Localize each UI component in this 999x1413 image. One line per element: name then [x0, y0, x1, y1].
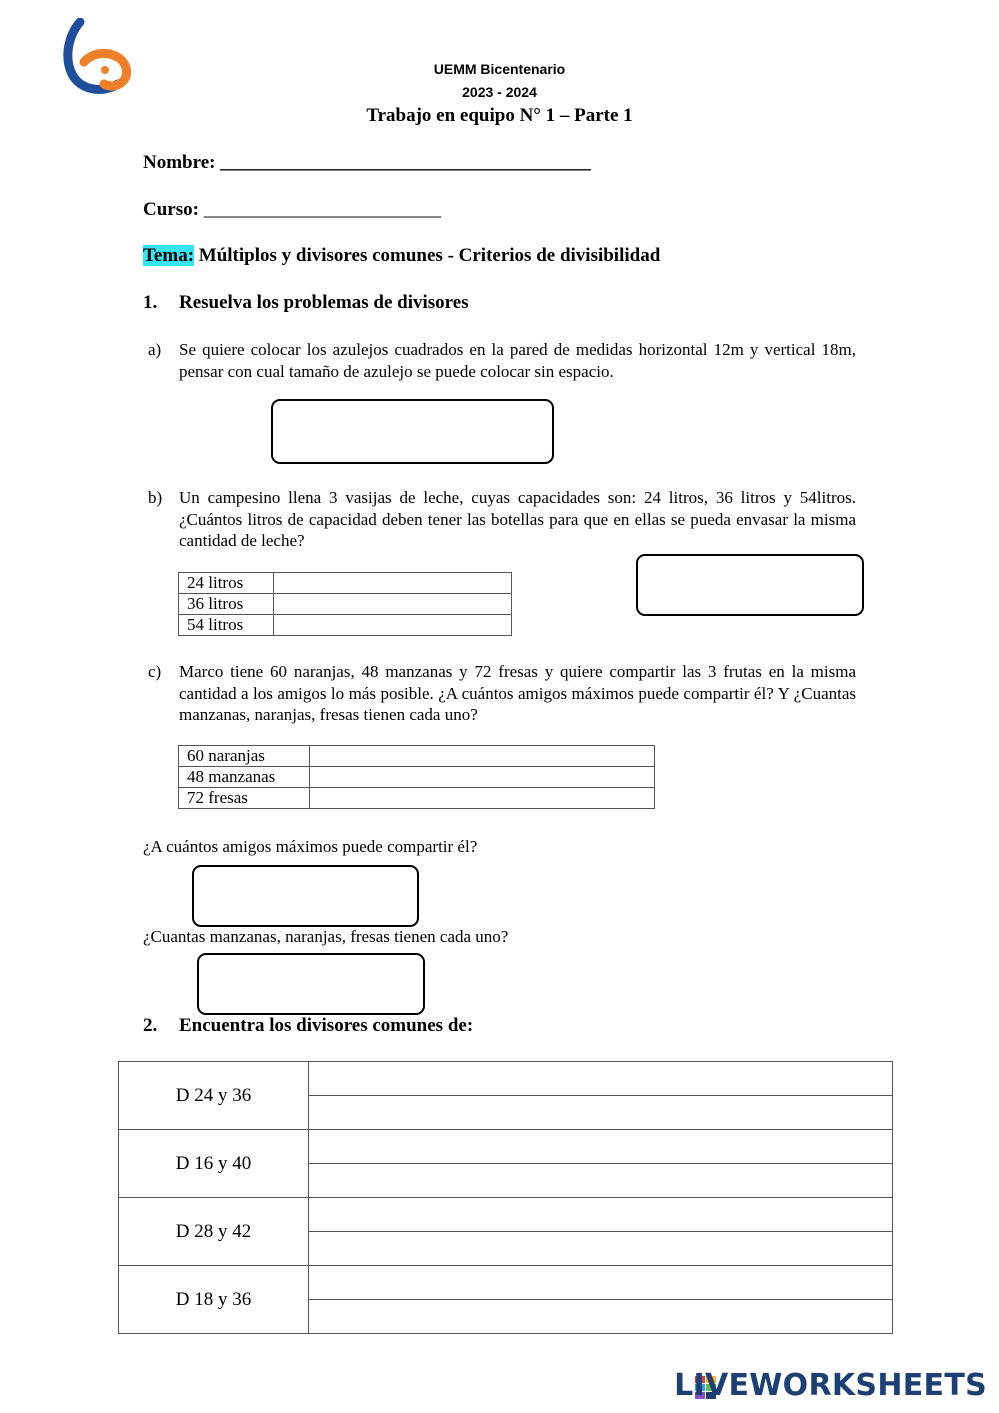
table-cell-answer[interactable]	[310, 767, 655, 788]
curso-row	[143, 199, 441, 221]
table-cell-answer[interactable]	[274, 573, 512, 594]
question-c-sub2: ¿Cuantas manzanas, naranjas, fresas tienen cada uno?	[143, 927, 509, 946]
school-name: UEMM Bicentenario	[433, 61, 566, 77]
table-cell-label: 36 litros	[179, 594, 274, 615]
divisors-table	[118, 1061, 893, 1334]
table-cell-answer[interactable]	[310, 788, 655, 809]
divisor-label: D 28 y 42	[119, 1198, 309, 1266]
divisor-label: D 16 y 40	[119, 1130, 309, 1198]
nombre-label: Nombre:	[143, 152, 216, 173]
table-row	[179, 573, 512, 594]
table-cell-label: 72 fresas	[179, 788, 310, 809]
milk-table	[178, 572, 512, 636]
question-a-letter: a)	[148, 340, 162, 359]
table-row	[179, 788, 655, 809]
question-b-letter: b)	[148, 488, 163, 507]
divisor-answer-line[interactable]	[309, 1130, 893, 1164]
tema-row	[143, 245, 660, 267]
curso-field[interactable]: _________________________	[203, 199, 442, 220]
liveworksheets-brand[interactable]: LIVEWORKSHEETS	[674, 1368, 987, 1403]
tema-label: Tema:	[143, 245, 195, 266]
divisor-label: D 18 y 36	[119, 1266, 309, 1334]
table-cell-label: 60 naranjas	[179, 746, 310, 767]
table-cell-answer[interactable]	[274, 615, 512, 636]
nombre-field[interactable]: _______________________________________	[220, 152, 591, 173]
question-b-text: Un campesino llena 3 vasijas de leche, cuyas capacidades son: 24 litros, 36 litros y 54litros. ¿Cuántos litros de capacidad deben tener las botellas para que en ellas se pueda envasar la misma cantidad de leche?	[179, 488, 856, 550]
section1-number: 1.	[143, 292, 158, 313]
divisor-answer-line[interactable]	[309, 1232, 893, 1266]
answer-box-a[interactable]	[271, 399, 554, 464]
divisor-answer-line[interactable]	[309, 1096, 893, 1130]
table-row	[179, 767, 655, 788]
divisor-answer-line[interactable]	[309, 1300, 893, 1334]
table-row	[179, 594, 512, 615]
table-row	[119, 1266, 893, 1300]
nombre-row	[143, 152, 591, 174]
tema-text: Múltiplos y divisores comunes - Criterios de divisibilidad	[198, 245, 661, 266]
answer-box-b[interactable]	[636, 554, 864, 616]
divisor-label: D 24 y 36	[119, 1062, 309, 1130]
table-row	[179, 615, 512, 636]
table-cell-label: 48 manzanas	[179, 767, 310, 788]
divisor-answer-line[interactable]	[309, 1266, 893, 1300]
section2-number: 2.	[143, 1015, 158, 1036]
page-title: Trabajo en equipo N° 1 – Parte 1	[366, 105, 633, 126]
question-c-text: Marco tiene 60 naranjas, 48 manzanas y 72 fresas y quiere compartir las 3 frutas en la misma cantidad a los amigos lo más posible. ¿A cuántos amigos máximos puede compartir él? Y ¿Cuantas manzanas, naranjas, fresas tienen cada uno?	[179, 662, 856, 724]
table-row	[119, 1130, 893, 1164]
question-a-text: Se quiere colocar los azulejos cuadrados en la pared de medidas horizontal 12m y vertical 18m, pensar con cual tamaño de azulejo se puede colocar sin espacio.	[179, 340, 856, 381]
table-cell-answer[interactable]	[310, 746, 655, 767]
divisor-answer-line[interactable]	[309, 1198, 893, 1232]
answer-box-c2[interactable]	[197, 953, 425, 1015]
table-cell-answer[interactable]	[274, 594, 512, 615]
table-row	[119, 1062, 893, 1096]
school-year: 2023 - 2024	[462, 84, 537, 100]
question-c-letter: c)	[148, 662, 162, 681]
question-c-sub1: ¿A cuántos amigos máximos puede compartir él?	[143, 837, 478, 856]
answer-box-c1[interactable]	[192, 865, 419, 927]
divisor-answer-line[interactable]	[309, 1062, 893, 1096]
section1-title: Resuelva los problemas de divisores	[179, 292, 469, 313]
table-cell-label: 54 litros	[179, 615, 274, 636]
table-cell-label: 24 litros	[179, 573, 274, 594]
curso-label: Curso:	[143, 199, 199, 220]
fruit-table	[178, 745, 655, 809]
section2-title: Encuentra los divisores comunes de:	[179, 1015, 474, 1036]
table-row	[119, 1198, 893, 1232]
table-row	[179, 746, 655, 767]
divisor-answer-line[interactable]	[309, 1164, 893, 1198]
